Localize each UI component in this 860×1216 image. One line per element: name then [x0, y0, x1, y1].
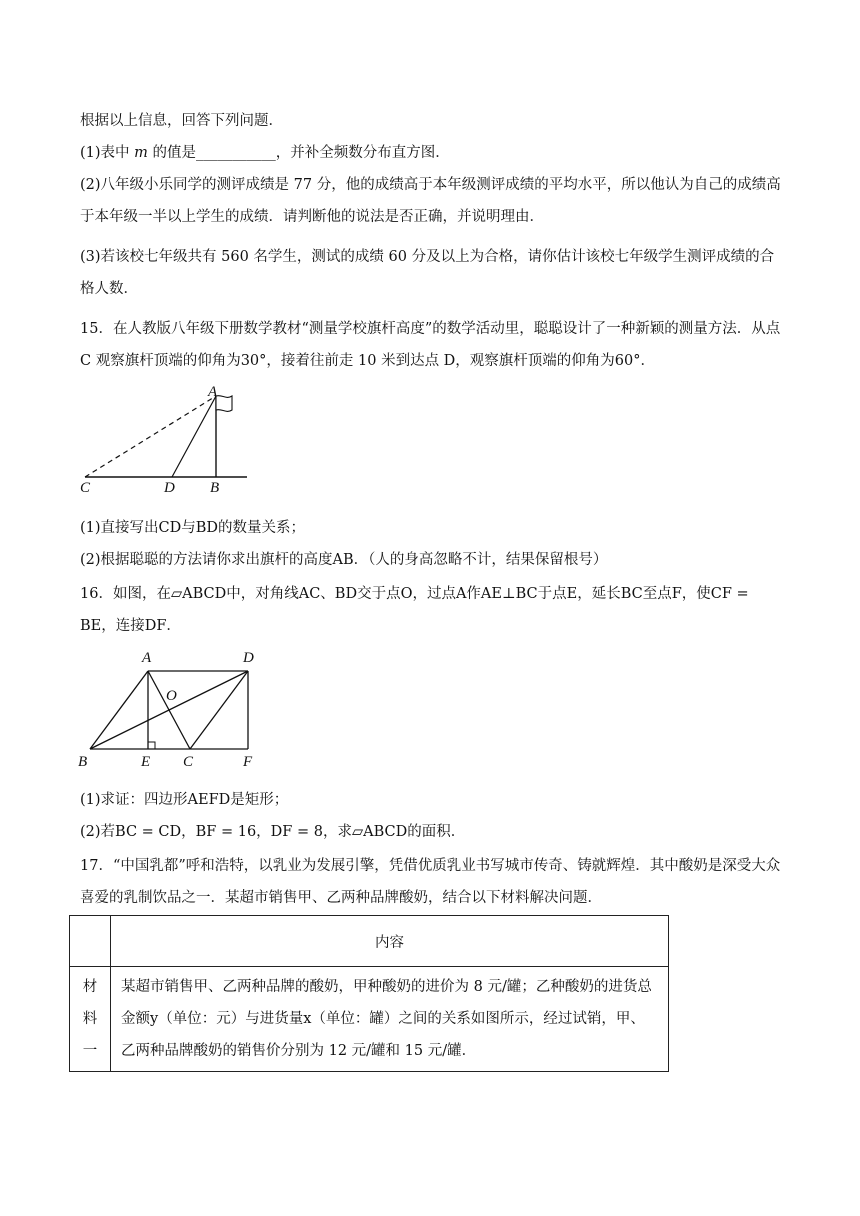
table-row-content: 某超市销售甲、乙两种品牌的酸奶，甲种酸奶的进价为 8 元/罐；乙种酸奶的进货总金额y（单位：元）与进货量x（单位：罐）之间的关系如图所示，经过试销，甲、乙两种品牌酸奶的销售价分别为 12 元/罐和 15 元/罐．: [111, 967, 669, 1072]
q14-part1-a: (1)表中: [80, 145, 135, 161]
q16-label-E: E: [141, 754, 151, 770]
table-corner-cell: [70, 916, 111, 967]
q15-label-D: D: [164, 480, 175, 496]
table-row-label: [70, 967, 111, 1072]
q16-label-B: B: [78, 754, 88, 770]
table-header-row: [70, 916, 669, 967]
q14-part2: (2)八年级小乐同学的测评成绩是 77 分，他的成绩高于本年级测评成绩的平均水平，所以他认为自己的成绩高于本年级一半以上学生的成绩．请判断他的说法是否正确，并说明理由．: [80, 177, 781, 225]
q15-part2: (2)根据聪聪的方法请你求出旗杆的高度AB．（人的身高忽略不计，结果保留根号）: [80, 552, 608, 568]
q16-label-A: A: [142, 650, 152, 666]
q16-part1: (1)求证：四边形AEFD是矩形；: [80, 792, 289, 808]
table-row: [70, 967, 669, 1072]
q15-label-A: A: [208, 384, 218, 400]
q16-label-F: F: [243, 754, 253, 770]
q17-material-table: [69, 915, 669, 1072]
q14-part1-b: 的值是___________，并补全频数分布直方图．: [147, 145, 450, 161]
q14-part3: (3)若该校七年级共有 560 名学生，测试的成绩 60 分及以上为合格，请你估计该校七年级学生测评成绩的合格人数．: [80, 249, 775, 297]
q15-label-B: B: [210, 480, 220, 496]
q16-label-D: D: [243, 650, 254, 666]
q16-stem: 16．如图，在▱ABCD中，对角线AC、BD交于点O，过点A作AE⊥BC于点E，延长BC至点F，使CF = BE，连接DF．: [80, 586, 749, 634]
q14-part1: [80, 137, 788, 169]
side-AB: [90, 671, 148, 749]
row-label-text: 材料一: [82, 979, 98, 1059]
q15-figure: [70, 384, 270, 494]
q15-part1: (1)直接写出CD与BD的数量关系；: [80, 520, 306, 536]
flag-shape: [216, 396, 232, 412]
line-DA: [172, 396, 216, 477]
q17-stem: 17．“中国乳都”呼和浩特，以乳业为发展引擎，凭借优质乳业书写城市传奇、铸就辉煌．其中酸奶是深受大众喜爱的乳制饮品之一．某超市销售甲、乙两种品牌酸奶，结合以下材料解决问题．: [80, 858, 781, 906]
right-angle-mark: [148, 742, 155, 749]
q16-part2: (2)若BC = CD，BF = 16，DF = 8，求▱ABCD的面积．: [80, 824, 466, 840]
q15-stem: 15．在人教版八年级下册数学教材“测量学校旗杆高度”的数学活动里，聪聪设计了一种新颖的测量方法．从点 C 观察旗杆顶端的仰角为30°，接着往前走 10 米到达点 D，观察旗杆顶端的仰角为60°．: [80, 321, 781, 369]
q16-figure: [85, 668, 255, 768]
table-header-content: 内容: [111, 916, 669, 967]
q14-var-m: m: [134, 145, 148, 161]
line-CA: [85, 396, 216, 477]
diagonal-BD: [90, 671, 248, 749]
q16-label-C: C: [183, 754, 194, 770]
q15-label-C: C: [80, 480, 91, 496]
side-CD: [190, 671, 248, 749]
q16-label-O: O: [166, 688, 177, 704]
intro-text: 根据以上信息，回答下列问题．: [80, 113, 283, 129]
